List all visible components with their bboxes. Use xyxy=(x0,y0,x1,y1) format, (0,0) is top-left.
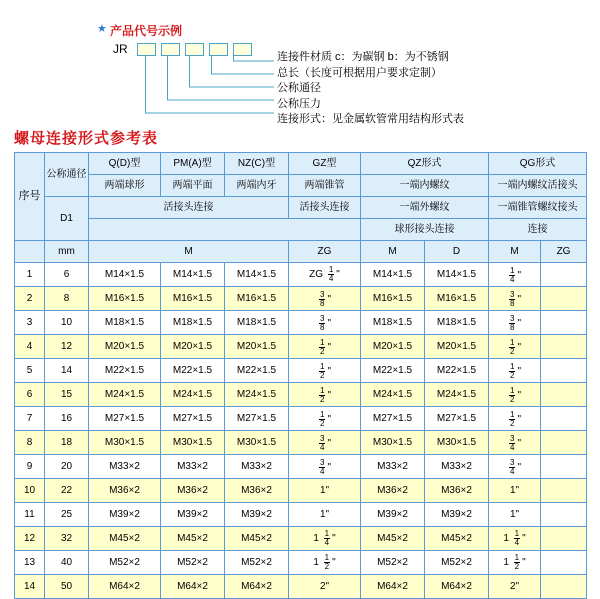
cell-index: 4 xyxy=(15,335,45,359)
cell-gz: $\frac{1}{2}$ " xyxy=(289,383,361,407)
cell-dn: 20 xyxy=(45,455,89,479)
cell-pm: M14×1.5 xyxy=(161,263,225,287)
code-box xyxy=(233,43,252,56)
table-row xyxy=(15,431,587,455)
cell-qz-d: M24×1.5 xyxy=(425,383,489,407)
code-box xyxy=(137,43,156,56)
header-sub-gz: 活接头连接 xyxy=(289,197,361,219)
cell-qg-zg xyxy=(541,431,587,455)
cell-qz-d: M33×2 xyxy=(425,455,489,479)
cell-q: M24×1.5 xyxy=(89,383,161,407)
cell-qz-m: M27×1.5 xyxy=(361,407,425,431)
cell-qg-zg xyxy=(541,455,587,479)
cell-qg-m: 1" xyxy=(489,479,541,503)
header-unit-m: M xyxy=(89,241,289,263)
cell-qg-zg xyxy=(541,311,587,335)
cell-qz-m: M20×1.5 xyxy=(361,335,425,359)
header-sub-qz: 一端外螺纹 xyxy=(361,197,489,219)
cell-nz: M52×2 xyxy=(225,551,289,575)
cell-qz-m: M16×1.5 xyxy=(361,287,425,311)
cell-dn: 6 xyxy=(45,263,89,287)
cell-gz: 2" xyxy=(289,575,361,599)
table-row xyxy=(15,383,587,407)
legend-item: 总长（长度可根据用户要求定制） xyxy=(277,66,442,79)
cell-qg-zg xyxy=(541,335,587,359)
cell-index: 7 xyxy=(15,407,45,431)
cell-qz-d: M64×2 xyxy=(425,575,489,599)
cell-q: M52×2 xyxy=(89,551,161,575)
cell-qz-m: M52×2 xyxy=(361,551,425,575)
cell-q: M20×1.5 xyxy=(89,335,161,359)
cell-index: 14 xyxy=(15,575,45,599)
cell-q: M45×2 xyxy=(89,527,161,551)
cell-dn: 25 xyxy=(45,503,89,527)
cell-qz-m: M33×2 xyxy=(361,455,425,479)
cell-nz: M14×1.5 xyxy=(225,263,289,287)
cell-index: 5 xyxy=(15,359,45,383)
code-prefix: JR xyxy=(113,42,128,56)
header-desc-q: 两端球形 xyxy=(89,175,161,197)
cell-qz-m: M39×2 xyxy=(361,503,425,527)
table-row xyxy=(15,455,587,479)
cell-dn: 22 xyxy=(45,479,89,503)
header-d1: D1 xyxy=(45,197,89,241)
cell-qg-m: 1 $\frac{1}{4}$ " xyxy=(489,527,541,551)
code-box xyxy=(185,43,204,56)
cell-q: M22×1.5 xyxy=(89,359,161,383)
cell-dn: 10 xyxy=(45,311,89,335)
header-unit-mm: mm xyxy=(45,241,89,263)
cell-pm: M16×1.5 xyxy=(161,287,225,311)
cell-gz: 1" xyxy=(289,479,361,503)
cell-q: M14×1.5 xyxy=(89,263,161,287)
cell-qz-m: M14×1.5 xyxy=(361,263,425,287)
legend-title: 产品代号示例 xyxy=(110,24,183,38)
star-icon: ★ xyxy=(97,23,107,35)
cell-index: 8 xyxy=(15,431,45,455)
cell-q: M64×2 xyxy=(89,575,161,599)
code-boxes xyxy=(137,43,252,56)
cell-index: 2 xyxy=(15,287,45,311)
cell-nz: M22×1.5 xyxy=(225,359,289,383)
cell-pm: M30×1.5 xyxy=(161,431,225,455)
cell-dn: 50 xyxy=(45,575,89,599)
nut-connection-table xyxy=(14,152,586,599)
cell-nz: M33×2 xyxy=(225,455,289,479)
header-group-qz: QZ形式 xyxy=(361,153,489,175)
cell-gz: $\frac{1}{2}$ " xyxy=(289,407,361,431)
cell-index: 3 xyxy=(15,311,45,335)
cell-pm: M33×2 xyxy=(161,455,225,479)
cell-qg-zg xyxy=(541,551,587,575)
table-row xyxy=(15,263,587,287)
cell-gz: $\frac{1}{2}$ " xyxy=(289,335,361,359)
cell-qg-zg xyxy=(541,287,587,311)
header-unit-zg: ZG xyxy=(289,241,361,263)
cell-gz: 1 $\frac{1}{2}$ " xyxy=(289,551,361,575)
cell-gz: $\frac{1}{2}$ " xyxy=(289,359,361,383)
cell-qz-d: M52×2 xyxy=(425,551,489,575)
cell-qz-m: M64×2 xyxy=(361,575,425,599)
header-dn: 公称通径 xyxy=(45,153,89,197)
cell-qg-zg xyxy=(541,527,587,551)
cell-dn: 14 xyxy=(45,359,89,383)
table-row xyxy=(15,575,587,599)
cell-qg-zg xyxy=(541,383,587,407)
table-body xyxy=(15,263,587,599)
table-row xyxy=(15,527,587,551)
cell-pm: M39×2 xyxy=(161,503,225,527)
cell-qg-zg xyxy=(541,575,587,599)
cell-index: 13 xyxy=(15,551,45,575)
cell-qz-d: M22×1.5 xyxy=(425,359,489,383)
header-desc-qz: 一端内螺纹 xyxy=(361,175,489,197)
code-box xyxy=(209,43,228,56)
legend-item: 连接件材质 c：为碳钢 b：为不锈钢 xyxy=(277,51,449,63)
cell-qg-zg xyxy=(541,503,587,527)
cell-pm: M20×1.5 xyxy=(161,335,225,359)
cell-gz: $\frac{3}{4}$ " xyxy=(289,455,361,479)
cell-q: M36×2 xyxy=(89,479,161,503)
cell-q: M18×1.5 xyxy=(89,311,161,335)
cell-q: M33×2 xyxy=(89,455,161,479)
table-row xyxy=(15,287,587,311)
cell-qg-m: $\frac{3}{8}$ " xyxy=(489,287,541,311)
cell-nz: M64×2 xyxy=(225,575,289,599)
header-desc-nz: 两端内牙 xyxy=(225,175,289,197)
cell-nz: M16×1.5 xyxy=(225,287,289,311)
cell-qz-d: M27×1.5 xyxy=(425,407,489,431)
cell-gz: $\frac{3}{8}$ " xyxy=(289,311,361,335)
code-box xyxy=(161,43,180,56)
header-group-pm: PM(A)型 xyxy=(161,153,225,175)
cell-pm: M27×1.5 xyxy=(161,407,225,431)
cell-nz: M20×1.5 xyxy=(225,335,289,359)
cell-qg-zg xyxy=(541,407,587,431)
cell-qz-m: M30×1.5 xyxy=(361,431,425,455)
cell-qg-m: $\frac{1}{2}$ " xyxy=(489,407,541,431)
header-unit-qz-d: D xyxy=(425,241,489,263)
cell-gz: 1 $\frac{1}{4}$ " xyxy=(289,527,361,551)
cell-nz: M27×1.5 xyxy=(225,407,289,431)
cell-pm: M24×1.5 xyxy=(161,383,225,407)
cell-index: 11 xyxy=(15,503,45,527)
table-row xyxy=(15,503,587,527)
cell-pm: M52×2 xyxy=(161,551,225,575)
cell-qz-m: M22×1.5 xyxy=(361,359,425,383)
header-group-q: Q(D)型 xyxy=(89,153,161,175)
header-desc-pm: 两端平面 xyxy=(161,175,225,197)
cell-qz-d: M20×1.5 xyxy=(425,335,489,359)
table-row xyxy=(15,551,587,575)
cell-qg-m: 1 $\frac{1}{2}$ " xyxy=(489,551,541,575)
header-desc-gz: 两端锥管 xyxy=(289,175,361,197)
cell-dn: 8 xyxy=(45,287,89,311)
table-row xyxy=(15,311,587,335)
cell-q: M16×1.5 xyxy=(89,287,161,311)
cell-nz: M39×2 xyxy=(225,503,289,527)
header-sub-left: 活接头连接 xyxy=(89,197,289,219)
header-desc-qg: 一端内螺纹活接头 xyxy=(489,175,587,197)
cell-qg-m: $\frac{1}{2}$ " xyxy=(489,383,541,407)
header-unit-qg-m: M xyxy=(489,241,541,263)
header-unit-qz-m: M xyxy=(361,241,425,263)
cell-pm: M36×2 xyxy=(161,479,225,503)
cell-nz: M36×2 xyxy=(225,479,289,503)
cell-qg-m: 2" xyxy=(489,575,541,599)
cell-qg-m: $\frac{1}{4}$ " xyxy=(489,263,541,287)
header-d1-qg: 连接 xyxy=(489,219,587,241)
cell-nz: M30×1.5 xyxy=(225,431,289,455)
table-row xyxy=(15,335,587,359)
header-unit-blank xyxy=(15,241,45,263)
cell-dn: 16 xyxy=(45,407,89,431)
cell-qz-d: M18×1.5 xyxy=(425,311,489,335)
header-blank xyxy=(89,219,361,241)
header-unit-qg-zg: ZG xyxy=(541,241,587,263)
cell-dn: 15 xyxy=(45,383,89,407)
cell-qz-m: M36×2 xyxy=(361,479,425,503)
legend-item: 公称通径 xyxy=(277,82,321,94)
cell-gz: ZG $\frac{1}{4}$ " xyxy=(289,263,361,287)
cell-qg-zg xyxy=(541,479,587,503)
cell-nz: M18×1.5 xyxy=(225,311,289,335)
cell-gz: 1" xyxy=(289,503,361,527)
header-group-gz: GZ型 xyxy=(289,153,361,175)
cell-dn: 40 xyxy=(45,551,89,575)
table-row xyxy=(15,359,587,383)
legend-item: 公称压力 xyxy=(277,97,321,110)
cell-gz: $\frac{3}{4}$ " xyxy=(289,431,361,455)
cell-qz-m: M24×1.5 xyxy=(361,383,425,407)
table-header xyxy=(15,153,587,263)
cell-qz-m: M45×2 xyxy=(361,527,425,551)
cell-qz-d: M14×1.5 xyxy=(425,263,489,287)
cell-qz-d: M30×1.5 xyxy=(425,431,489,455)
product-code-legend xyxy=(0,0,600,126)
cell-qz-d: M36×2 xyxy=(425,479,489,503)
cell-pm: M45×2 xyxy=(161,527,225,551)
cell-qg-m: $\frac{3}{4}$ " xyxy=(489,431,541,455)
legend-item: 连接形式：见金属软管常用结构形式表 xyxy=(277,113,464,125)
table-row xyxy=(15,407,587,431)
legend-item-list xyxy=(277,50,464,128)
cell-index: 12 xyxy=(15,527,45,551)
cell-q: M27×1.5 xyxy=(89,407,161,431)
cell-q: M30×1.5 xyxy=(89,431,161,455)
cell-pm: M64×2 xyxy=(161,575,225,599)
cell-qg-m: $\frac{3}{4}$ " xyxy=(489,455,541,479)
cell-index: 9 xyxy=(15,455,45,479)
header-group-qg: QG形式 xyxy=(489,153,587,175)
header-group-nz: NZ(C)型 xyxy=(225,153,289,175)
cell-qg-m: $\frac{1}{2}$ " xyxy=(489,359,541,383)
table-row xyxy=(15,479,587,503)
cell-q: M39×2 xyxy=(89,503,161,527)
header-index: 序号 xyxy=(15,153,45,241)
cell-qz-d: M45×2 xyxy=(425,527,489,551)
cell-qg-m: $\frac{3}{8}$ " xyxy=(489,311,541,335)
cell-dn: 12 xyxy=(45,335,89,359)
header-d1-qz: 球形接头连接 xyxy=(361,219,489,241)
cell-index: 1 xyxy=(15,263,45,287)
cell-nz: M45×2 xyxy=(225,527,289,551)
cell-index: 6 xyxy=(15,383,45,407)
cell-qg-zg xyxy=(541,263,587,287)
page-title: 螺母连接形式参考表 xyxy=(14,130,159,147)
header-sub-qg: 一端锥管螺纹接头 xyxy=(489,197,587,219)
cell-index: 10 xyxy=(15,479,45,503)
cell-qz-d: M16×1.5 xyxy=(425,287,489,311)
cell-pm: M18×1.5 xyxy=(161,311,225,335)
cell-nz: M24×1.5 xyxy=(225,383,289,407)
cell-qz-m: M18×1.5 xyxy=(361,311,425,335)
cell-qg-zg xyxy=(541,359,587,383)
cell-qg-m: 1" xyxy=(489,503,541,527)
cell-dn: 32 xyxy=(45,527,89,551)
cell-qz-d: M39×2 xyxy=(425,503,489,527)
cell-dn: 18 xyxy=(45,431,89,455)
cell-qg-m: $\frac{1}{2}$ " xyxy=(489,335,541,359)
cell-pm: M22×1.5 xyxy=(161,359,225,383)
cell-gz: $\frac{3}{8}$ " xyxy=(289,287,361,311)
